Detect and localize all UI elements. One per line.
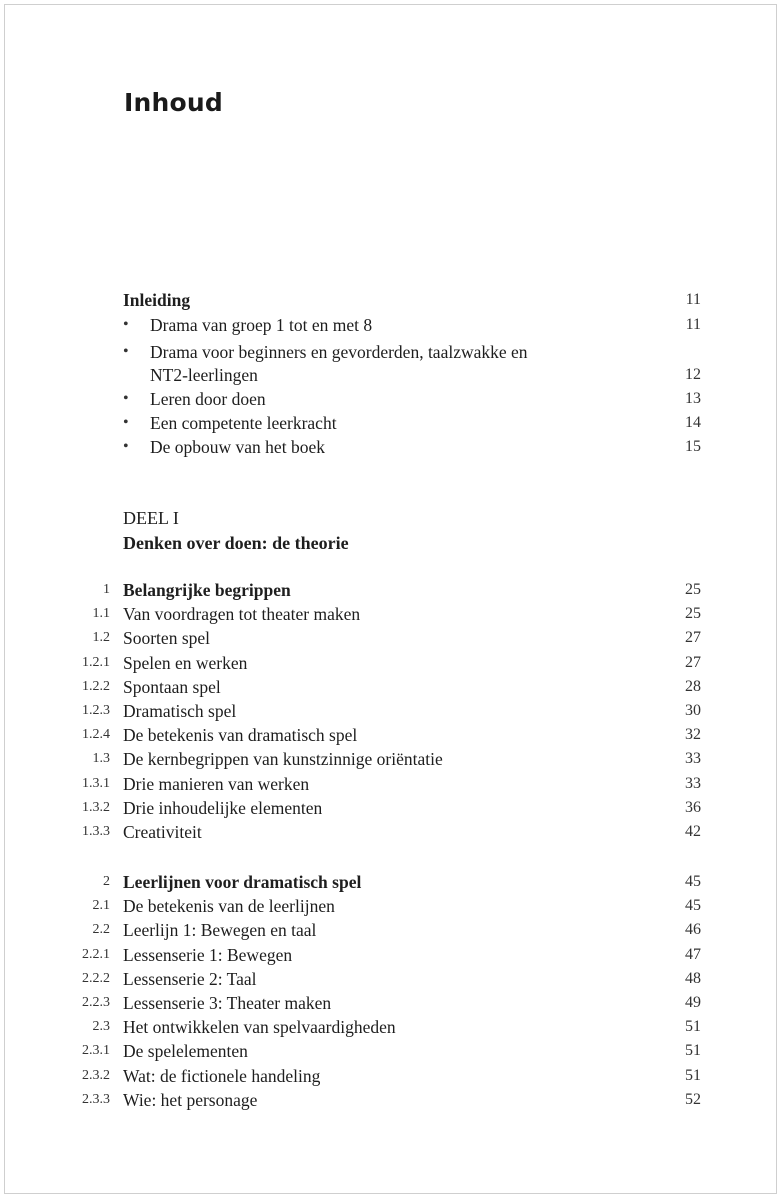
toc-section[interactable] <box>0 1015 783 1039</box>
toc-section[interactable] <box>0 1088 783 1112</box>
part-title: Denken over doen: de theorie <box>123 533 349 553</box>
toc-section-number: 1.3.3 <box>82 824 110 839</box>
toc-page-number: 27 <box>685 629 701 647</box>
toc-entry-label: Soorten spel <box>123 628 211 649</box>
toc-section[interactable] <box>0 772 783 796</box>
toc-page-number: 13 <box>685 390 701 407</box>
toc-section-number: 1.2.3 <box>82 703 110 718</box>
toc-entry-label: Van voordragen tot theater maken <box>123 604 361 625</box>
toc-entry-label: Spelen en werken <box>123 652 248 673</box>
toc-section-number: 2.3.1 <box>82 1043 110 1059</box>
toc-section-number: 1.3.2 <box>82 799 110 815</box>
toc-section-number: 2.3.3 <box>82 1091 110 1107</box>
bullet-icon: • <box>123 343 129 360</box>
toc-section[interactable] <box>0 675 783 699</box>
toc-page-number: 46 <box>685 921 701 939</box>
toc-section-number: 1.3 <box>92 751 110 767</box>
toc-page-number: 47 <box>685 945 701 963</box>
toc-page-number: 51 <box>685 1018 701 1036</box>
toc-entry-label: Het ontwikkelen van spelvaardigheden <box>123 1017 396 1038</box>
toc-entry-label: Dramatisch spel <box>123 701 237 721</box>
toc-section-number: 2.3.2 <box>82 1067 110 1083</box>
toc-page-number: 25 <box>685 605 701 623</box>
toc-page-number: 32 <box>685 726 701 744</box>
toc-section-number: 2.1 <box>92 898 110 914</box>
toc-entry-label: Drie inhoudelijke elementen <box>123 797 323 818</box>
toc-item[interactable] <box>0 435 783 459</box>
toc-page-number: 15 <box>685 438 701 455</box>
toc-section-number: 1 <box>103 582 110 597</box>
toc-section[interactable] <box>0 1064 783 1088</box>
toc-entry-label: Lessenserie 2: Taal <box>123 968 257 989</box>
toc-section[interactable] <box>0 602 783 626</box>
toc-section-number: 1.3.1 <box>82 775 110 791</box>
toc-page-number: 25 <box>685 581 701 598</box>
toc-section[interactable] <box>0 651 783 675</box>
toc-entry-label: Drama van groep 1 tot en met 8 <box>150 315 373 335</box>
toc-entry-label: Wat: de fictionele handeling <box>123 1065 321 1086</box>
toc-entry-label: Inleiding <box>123 290 191 310</box>
toc-section[interactable] <box>0 943 783 967</box>
toc-section[interactable] <box>0 626 783 650</box>
toc-section[interactable] <box>0 918 783 942</box>
toc-item[interactable] <box>0 313 783 337</box>
toc-section[interactable] <box>0 699 783 723</box>
toc-entry-label: De betekenis van dramatisch spel <box>123 725 358 746</box>
toc-entry-label: Leren door doen <box>150 389 266 409</box>
toc-entry-label: De betekenis van de leerlijnen <box>123 896 335 917</box>
toc-page-number: 30 <box>685 702 701 719</box>
toc-entry-label: Creativiteit <box>123 822 202 842</box>
toc-section-number: 2.2 <box>92 922 110 938</box>
toc-chapter-heading[interactable] <box>0 578 783 602</box>
toc-item[interactable] <box>0 411 783 435</box>
toc-page-number: 11 <box>685 316 701 333</box>
toc-section[interactable] <box>0 820 783 844</box>
bullet-icon: • <box>123 414 129 431</box>
toc-chapter-heading[interactable] <box>0 870 783 894</box>
toc-entry-label: De kernbegrippen van kunstzinnige oriëntatie <box>123 749 443 770</box>
toc-page-number: 36 <box>685 798 701 816</box>
toc-section-number: 1.2.4 <box>82 727 110 743</box>
toc-page-number: 51 <box>685 1066 701 1084</box>
toc-entry-label: Drama voor beginners en gevorderden, taalzwakke en <box>150 342 528 362</box>
toc-entry-label: Wie: het personage <box>123 1089 258 1110</box>
toc-entry-label: Leerlijn 1: Bewegen en taal <box>123 920 317 941</box>
toc-page-number: 49 <box>685 994 701 1011</box>
toc-section[interactable] <box>0 991 783 1015</box>
toc-entry-label: De opbouw van het boek <box>150 437 325 457</box>
toc-section-number: 2.2.3 <box>82 995 110 1010</box>
toc-section-number: 2 <box>103 874 110 889</box>
toc-item-continuation[interactable] <box>0 363 783 387</box>
toc-section-number: 1.2.1 <box>82 654 110 670</box>
toc-page-number: 12 <box>685 366 701 383</box>
toc-section-number: 1.1 <box>92 606 110 622</box>
toc-page-number: 11 <box>685 291 701 308</box>
toc-page-number: 45 <box>685 873 701 890</box>
toc-page-number: 33 <box>685 774 701 792</box>
toc-page-number: 45 <box>685 897 701 915</box>
bullet-icon: • <box>123 390 129 407</box>
toc-section-number: 1.2.2 <box>82 678 110 694</box>
toc-heading-introduction[interactable] <box>0 288 783 312</box>
toc-entry-label: Spontaan spel <box>123 676 221 697</box>
bullet-icon: • <box>123 438 129 455</box>
toc-page-number: 51 <box>685 1042 701 1060</box>
toc-page-number: 33 <box>685 750 701 768</box>
toc-entry-label: Drie manieren van werken <box>123 773 310 794</box>
toc-section-number: 2.3 <box>92 1019 110 1035</box>
toc-page-number: 42 <box>685 823 701 840</box>
toc-section[interactable] <box>0 747 783 771</box>
toc-section-number: 1.2 <box>92 630 110 646</box>
toc-page-number: 14 <box>685 414 701 431</box>
toc-item[interactable] <box>0 387 783 411</box>
page-title: Inhoud <box>124 88 223 117</box>
toc-page-number: 28 <box>685 677 701 695</box>
toc-entry-label: Lessenserie 3: Theater maken <box>123 993 332 1013</box>
toc-item[interactable] <box>0 340 783 364</box>
toc-section-number: 2.2.2 <box>82 970 110 986</box>
toc-section[interactable] <box>0 723 783 747</box>
toc-entry-label: Lessenserie 1: Bewegen <box>123 944 293 965</box>
toc-entry-label: Belangrijke begrippen <box>123 580 291 600</box>
toc-page-number: 48 <box>685 969 701 987</box>
toc-section[interactable] <box>0 796 783 820</box>
toc-section[interactable] <box>0 894 783 918</box>
toc-entry-label: Een competente leerkracht <box>150 413 337 433</box>
toc-section[interactable] <box>0 967 783 991</box>
toc-entry-label: De spelelementen <box>123 1041 248 1062</box>
toc-section[interactable] <box>0 1039 783 1063</box>
toc-entry-label: NT2-leerlingen <box>150 365 258 385</box>
toc-page-number: 27 <box>685 653 701 671</box>
toc-entry-label: Leerlijnen voor dramatisch spel <box>123 872 362 892</box>
toc-page-number: 52 <box>685 1090 701 1108</box>
bullet-icon: • <box>123 316 129 333</box>
toc-section-number: 2.2.1 <box>82 946 110 962</box>
part-label: DEEL I <box>123 508 179 528</box>
